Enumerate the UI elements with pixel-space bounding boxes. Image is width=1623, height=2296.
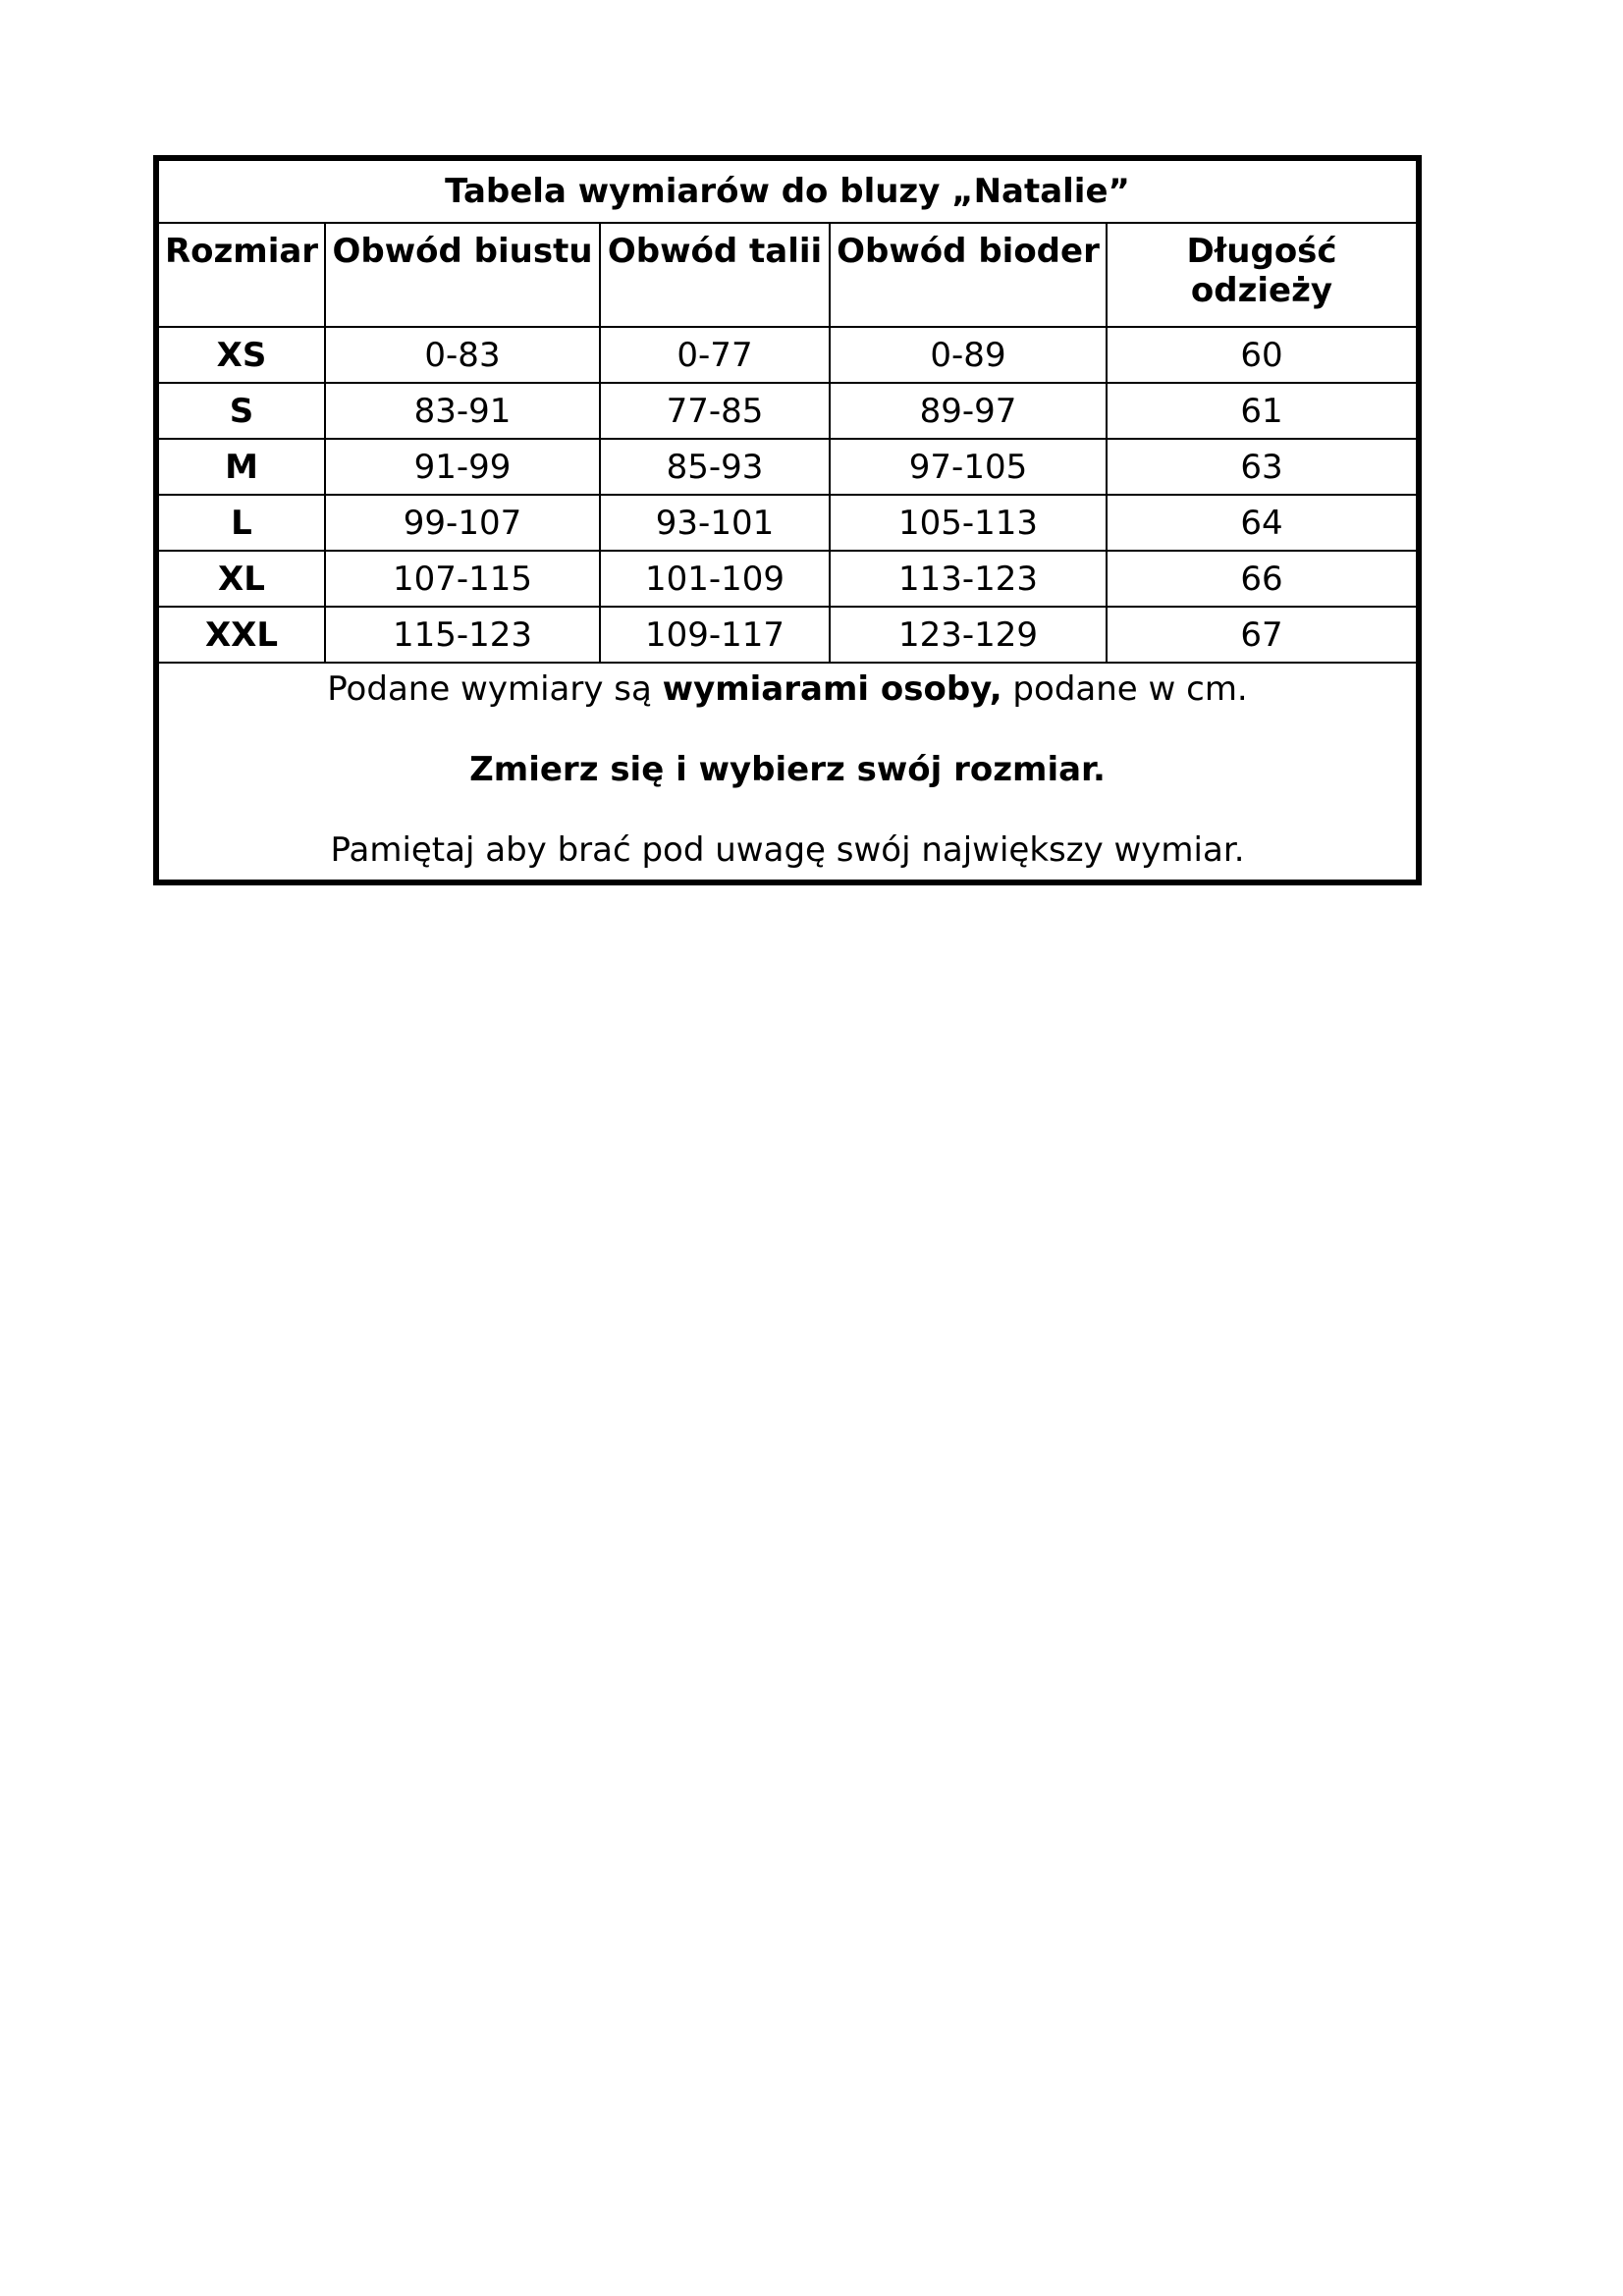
table-row (156, 383, 1419, 439)
hips-cell: 0-89 (830, 327, 1107, 383)
bust-cell: 99-107 (325, 495, 600, 551)
size-cell: XL (156, 551, 325, 607)
waist-cell: 101-109 (600, 551, 830, 607)
hips-cell: 105-113 (830, 495, 1107, 551)
table-row (156, 439, 1419, 495)
hips-cell: 89-97 (830, 383, 1107, 439)
note-text: Podane wymiary są (327, 669, 663, 709)
table-header-row (156, 223, 1419, 327)
note-measurements (159, 669, 1416, 709)
length-cell: 66 (1107, 551, 1419, 607)
size-cell: M (156, 439, 325, 495)
table-title: Tabela wymiarów do bluzy „Natalie” (156, 158, 1419, 223)
note-text: podane w cm. (1001, 669, 1248, 709)
header-hips: Obwód bioder (830, 223, 1107, 327)
bust-cell: 83-91 (325, 383, 600, 439)
notes-cell (156, 663, 1419, 882)
table-row (156, 327, 1419, 383)
notes-row (156, 663, 1419, 882)
size-chart-table (153, 155, 1422, 885)
note-bold-text: wymiarami osoby, (662, 669, 1002, 709)
size-cell: XXL (156, 607, 325, 663)
table-row (156, 551, 1419, 607)
waist-cell: 77-85 (600, 383, 830, 439)
length-cell: 67 (1107, 607, 1419, 663)
size-cell: XS (156, 327, 325, 383)
hips-cell: 113-123 (830, 551, 1107, 607)
table-row (156, 607, 1419, 663)
note-measure-yourself: Zmierz się i wybierz swój rozmiar. (469, 750, 1106, 789)
length-cell: 63 (1107, 439, 1419, 495)
waist-cell: 93-101 (600, 495, 830, 551)
size-cell: L (156, 495, 325, 551)
header-bust: Obwód biustu (325, 223, 600, 327)
bust-cell: 91-99 (325, 439, 600, 495)
length-cell: 61 (1107, 383, 1419, 439)
waist-cell: 0-77 (600, 327, 830, 383)
table-row (156, 495, 1419, 551)
bust-cell: 107-115 (325, 551, 600, 607)
note-largest-dimension: Pamiętaj aby brać pod uwagę swój największy wymiar. (330, 830, 1245, 870)
bust-cell: 0-83 (325, 327, 600, 383)
hips-cell: 123-129 (830, 607, 1107, 663)
header-size: Rozmiar (156, 223, 325, 327)
size-cell: S (156, 383, 325, 439)
header-length: Długość odzieży (1107, 223, 1419, 327)
bust-cell: 115-123 (325, 607, 600, 663)
waist-cell: 109-117 (600, 607, 830, 663)
hips-cell: 97-105 (830, 439, 1107, 495)
length-cell: 64 (1107, 495, 1419, 551)
length-cell: 60 (1107, 327, 1419, 383)
table-title-row (156, 158, 1419, 223)
waist-cell: 85-93 (600, 439, 830, 495)
header-waist: Obwód talii (600, 223, 830, 327)
